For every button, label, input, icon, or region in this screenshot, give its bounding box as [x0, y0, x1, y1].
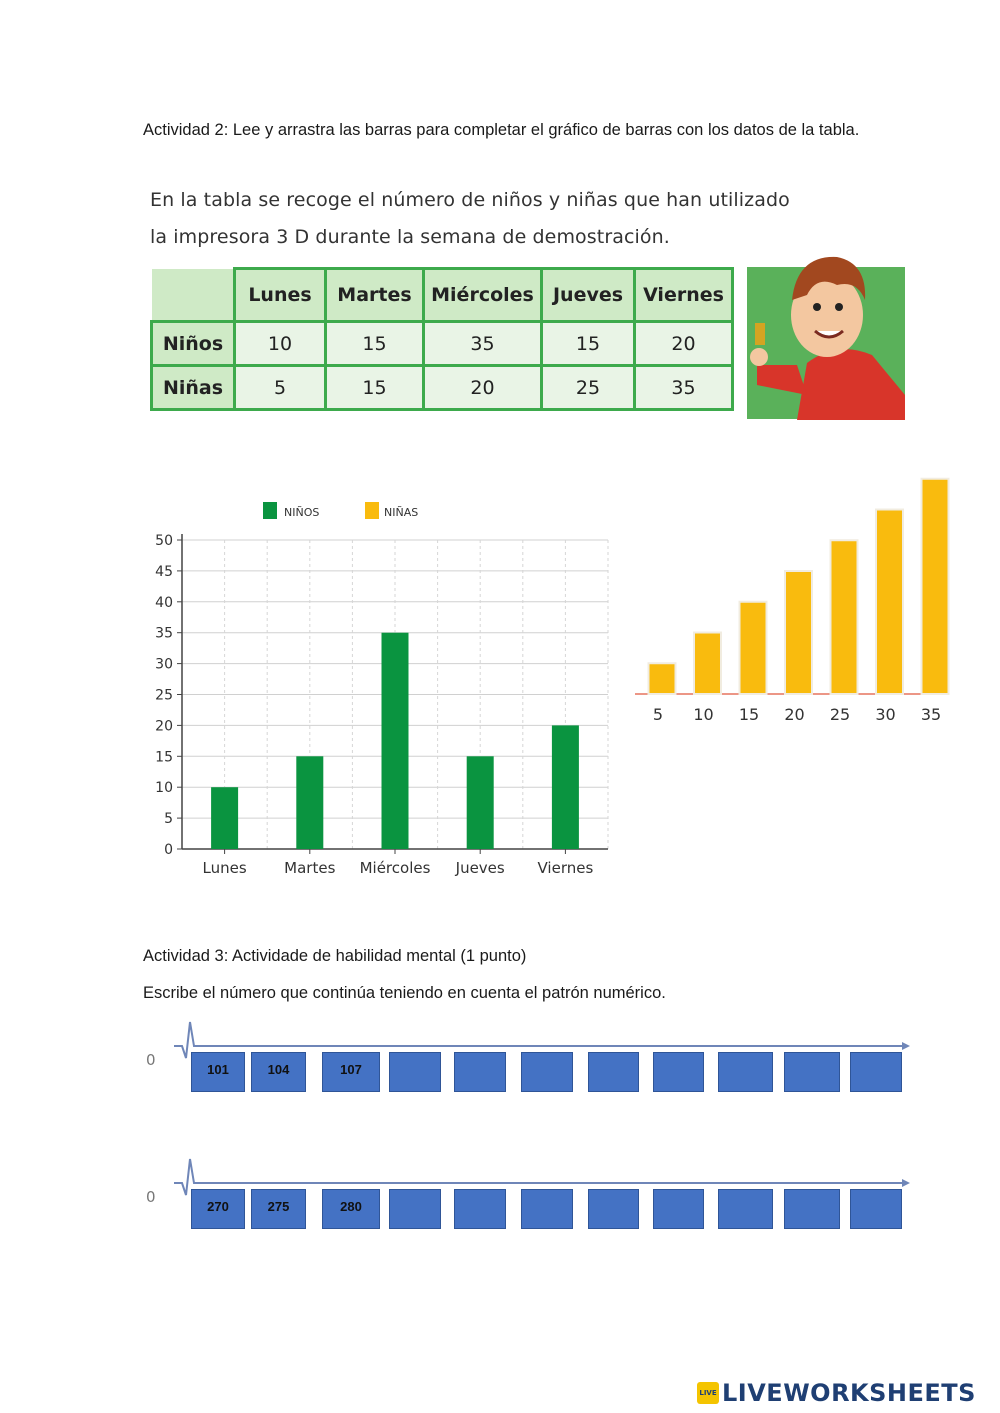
given-number-box: 107: [322, 1052, 380, 1092]
y-tick-label: 35: [155, 625, 173, 642]
ninos-bar-chart: [140, 470, 620, 890]
legend-swatch-ninas: [365, 502, 379, 519]
bar-ninos-miércoles: [382, 633, 409, 849]
answer-input-box[interactable]: [850, 1189, 902, 1229]
boy-illustration: [737, 245, 909, 420]
draggable-bar-30[interactable]: [876, 510, 903, 695]
y-tick-label: 40: [155, 594, 173, 611]
answer-input-box[interactable]: [454, 1189, 506, 1229]
table-row-label: Niñas: [152, 366, 235, 410]
draggable-bar-label: 35: [920, 705, 942, 724]
table-cell: 20: [424, 366, 542, 410]
answer-input-box[interactable]: [389, 1052, 441, 1092]
legend-swatch-ninos: [263, 502, 277, 519]
table-header-day: Lunes: [235, 269, 326, 322]
y-tick-label: 20: [155, 718, 173, 735]
number-line-1: [140, 1020, 915, 1100]
y-tick-label: 25: [155, 687, 173, 704]
draggable-bar-15[interactable]: [740, 602, 767, 694]
y-tick-label: 15: [155, 749, 173, 766]
draggable-bar-label: 5: [652, 705, 664, 724]
y-tick-label: 10: [155, 780, 173, 797]
intro-text-line2: la impresora 3 D durante la semana de demostración.: [150, 226, 670, 248]
answer-input-box[interactable]: [653, 1052, 704, 1092]
table-cell: 20: [635, 322, 733, 366]
intro-text-line1: En la tabla se recoge el número de niños y niñas que han utilizado: [150, 189, 790, 211]
bar-ninos-jueves: [467, 756, 494, 849]
table-cell: 35: [635, 366, 733, 410]
draggable-bar-label: 10: [693, 705, 714, 724]
draggable-bar-10[interactable]: [694, 633, 721, 695]
draggable-bar-label: 15: [738, 705, 760, 724]
x-tick-label: Lunes: [202, 859, 247, 877]
table-cell: 10: [235, 322, 326, 366]
x-tick-label: Miércoles: [359, 859, 431, 877]
draggable-bar-25[interactable]: [831, 540, 858, 694]
given-number-box: 275: [251, 1189, 306, 1229]
y-tick-label: 0: [164, 842, 173, 858]
activity2-instruction: Actividad 2: Lee y arrastra las barras para completar el gráfico de barras con los datos de la tabla.: [143, 121, 860, 139]
table-header-day: Viernes: [635, 269, 733, 322]
draggable-bar-label: 20: [784, 705, 805, 724]
table-header-day: Martes: [326, 269, 424, 322]
y-tick-label: 45: [155, 563, 173, 580]
activity3-instruction: Escribe el número que continúa teniendo en cuenta el patrón numérico.: [143, 984, 666, 1002]
given-number-box: 270: [191, 1189, 245, 1229]
given-number-box: 101: [191, 1052, 245, 1092]
draggable-bar-label: 25: [829, 705, 851, 724]
logo-text: LIVEWORKSHEETS: [722, 1379, 976, 1407]
table-cell: 15: [542, 322, 635, 366]
draggable-bar-label: 30: [875, 705, 896, 724]
legend-label-ninas: NIÑAS: [384, 506, 419, 519]
table-corner: [152, 269, 235, 322]
y-tick-label: 5: [164, 811, 173, 828]
answer-input-box[interactable]: [521, 1189, 573, 1229]
bar-ninos-martes: [296, 756, 323, 849]
answer-input-box[interactable]: [850, 1052, 902, 1092]
answer-input-box[interactable]: [718, 1189, 773, 1229]
x-tick-label: Martes: [284, 859, 336, 877]
number-line-zero: 0: [146, 1188, 156, 1206]
number-line-zero: 0: [146, 1051, 156, 1069]
given-number-box: 280: [322, 1189, 380, 1229]
table-cell: 15: [326, 322, 424, 366]
answer-input-box[interactable]: [521, 1052, 573, 1092]
answer-input-box[interactable]: [454, 1052, 506, 1092]
number-line-2: [140, 1157, 915, 1237]
chart-legend: [263, 502, 418, 519]
x-tick-label: Jueves: [455, 859, 505, 877]
y-tick-label: 50: [155, 533, 173, 549]
x-tick-label: Viernes: [537, 859, 594, 877]
activity3-title: Actividad 3: Actividade de habilidad mental (1 punto): [143, 947, 527, 965]
answer-input-box[interactable]: [588, 1052, 639, 1092]
answer-input-box[interactable]: [653, 1189, 704, 1229]
bar-ninos-viernes: [552, 725, 579, 849]
table-header-day: Jueves: [542, 269, 635, 322]
answer-input-box[interactable]: [784, 1052, 840, 1092]
answer-input-box[interactable]: [784, 1189, 840, 1229]
answer-input-box[interactable]: [588, 1189, 639, 1229]
table-cell: 5: [235, 366, 326, 410]
answer-input-box[interactable]: [718, 1052, 773, 1092]
draggable-bar-5[interactable]: [649, 663, 676, 694]
legend-label-ninos: NIÑOS: [284, 506, 320, 519]
y-tick-label: 30: [155, 656, 173, 673]
table-cell: 15: [326, 366, 424, 410]
table-row-label: Niños: [152, 322, 235, 366]
data-table: [150, 267, 734, 411]
bar-ninos-lunes: [211, 787, 238, 849]
draggable-bar-35[interactable]: [922, 479, 949, 694]
table-cell: 35: [424, 322, 542, 366]
logo-badge-icon: LIVE: [697, 1382, 719, 1404]
table-header-day: Miércoles: [424, 269, 542, 322]
answer-input-box[interactable]: [389, 1189, 441, 1229]
liveworksheets-logo: [697, 1378, 976, 1408]
given-number-box: 104: [251, 1052, 306, 1092]
table-cell: 25: [542, 366, 635, 410]
draggable-bar-20[interactable]: [785, 571, 812, 694]
ninas-drag-bars: [630, 470, 950, 730]
